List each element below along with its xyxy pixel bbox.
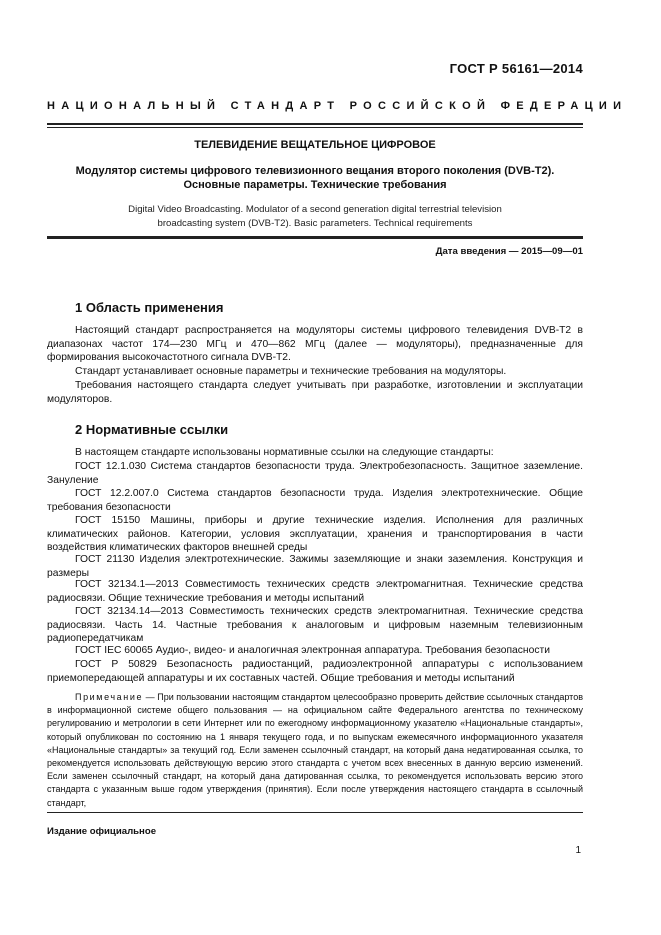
reference-item: ГОСТ 21130 Изделия электротехнические. Зажимы заземляющие и знаки заземления. Конструкция и размеры: [47, 554, 583, 579]
title-bottom-rule: [47, 236, 583, 239]
introduction-date: Дата введения — 2015—09—01: [435, 246, 583, 257]
english-title-line1: Digital Video Broadcasting. Modulator of a second generation digital terrestrial television: [128, 204, 502, 215]
footer-rule: [47, 812, 583, 813]
reference-item: ГОСТ 32134.14—2013 Совместимость технических средств электромагнитная. Технические средства радиосвязи. Часть 14. Частные требования к аналоговым и цифровым наземным телевизионным радиопередатчикам: [47, 606, 583, 645]
section2-intro: В настоящем стандарте использованы нормативные ссылки на следующие стандарты:: [75, 447, 494, 458]
section1-paragraph-3: Требования настоящего стандарта следует учитывать при разработке, изготовлении и эксплуатации модуляторов.: [47, 380, 583, 405]
official-edition-label: Издание официальное: [47, 826, 157, 837]
note-label: Примечание: [75, 692, 144, 702]
document-subtitle-line2: Основные параметры. Технические требования: [183, 179, 447, 191]
document-subtitle-line1: Модулятор системы цифрового телевизионного вещания второго поколения (DVB-T2).: [75, 165, 555, 177]
normative-note: [47, 691, 583, 810]
english-title-line2: broadcasting system (DVB-T2). Basic parameters. Technical requirements: [157, 218, 473, 229]
reference-item: ГОСТ IEC 60065 Аудио-, видео- и аналогичная электронная аппаратура. Требования безопасности: [75, 645, 550, 656]
english-title: [80, 203, 550, 231]
national-standard-banner: НАЦИОНАЛЬНЫЙ СТАНДАРТ РОССИЙСКОЙ ФЕДЕРАЦИИ: [47, 100, 628, 112]
reference-item: ГОСТ 32134.1—2013 Совместимость технических средств электромагнитная. Технические средства радиосвязи. Общие технические требования и методы испытаний: [47, 579, 583, 604]
section1-paragraph-1: Настоящий стандарт распространяется на модуляторы системы цифрового телевидения DVB-T2 в диапазонах частот 174—230 МГц и 470—862 МГц (далее — модуляторы), предназначенные для формирования высокочастотного сигнала DVB-T2.: [47, 325, 583, 364]
document-subtitle: [47, 164, 583, 192]
page-number: 1: [575, 845, 581, 856]
section2-heading: 2 Нормативные ссылки: [75, 422, 229, 437]
reference-item: ГОСТ 12.2.007.0 Система стандартов безопасности труда. Изделия электротехнические. Общие требования безопасности: [47, 488, 583, 513]
reference-item: ГОСТ 15150 Машины, приборы и другие технические изделия. Исполнения для различных климатических районов. Категории, условия эксплуатации, хранения и транспортирования в части воздействия климатических факторов внешней среды: [47, 515, 583, 554]
note-text: — При пользовании настоящим стандартом целесообразно проверить действие ссылочных стандартов в информационной системе общего пользования — на официальном сайте Федерального агентства по техническому регулированию и метрологии в сети Интернет или по ежегодному информационному указателю «Национальные стандарты», который опубликован по состоянию на 1 января текущего года, и по выпускам ежемесячного информационного указателя «Национальные стандарты» за текущий год. Если заменен ссылочный стандарт, на который дана недатированная ссылка, то рекомендуется использовать действующую версию этого стандарта с учетом всех внесенных в данную версию изменений. Если заменен ссылочный стандарт, на который дана датированная ссылка, то рекомендуется использовать версию этого стандарта с указанным выше годом утверждения (принятия). Если после утверждения настоящего стандарта в ссылочный стандарт,: [47, 692, 583, 808]
reference-item: ГОСТ 12.1.030 Система стандартов безопасности труда. Электробезопасность. Защитное заземление. Зануление: [47, 461, 583, 486]
document-title: ТЕЛЕВИДЕНИЕ ВЕЩАТЕЛЬНОЕ ЦИФРОВОЕ: [194, 139, 436, 151]
section1-heading: 1 Область применения: [75, 300, 224, 315]
section1-paragraph-2: Стандарт устанавливает основные параметры и технические требования на модуляторы.: [75, 366, 507, 377]
top-rule-thick: [47, 123, 583, 125]
standard-number: ГОСТ Р 56161—2014: [449, 61, 583, 76]
top-rule-thin: [47, 127, 583, 128]
reference-item: ГОСТ Р 50829 Безопасность радиостанций, радиоэлектронной аппаратуры с использованием приемопередающей аппаратуры и их составных частей. Общие требования и методы испытаний: [47, 659, 583, 684]
